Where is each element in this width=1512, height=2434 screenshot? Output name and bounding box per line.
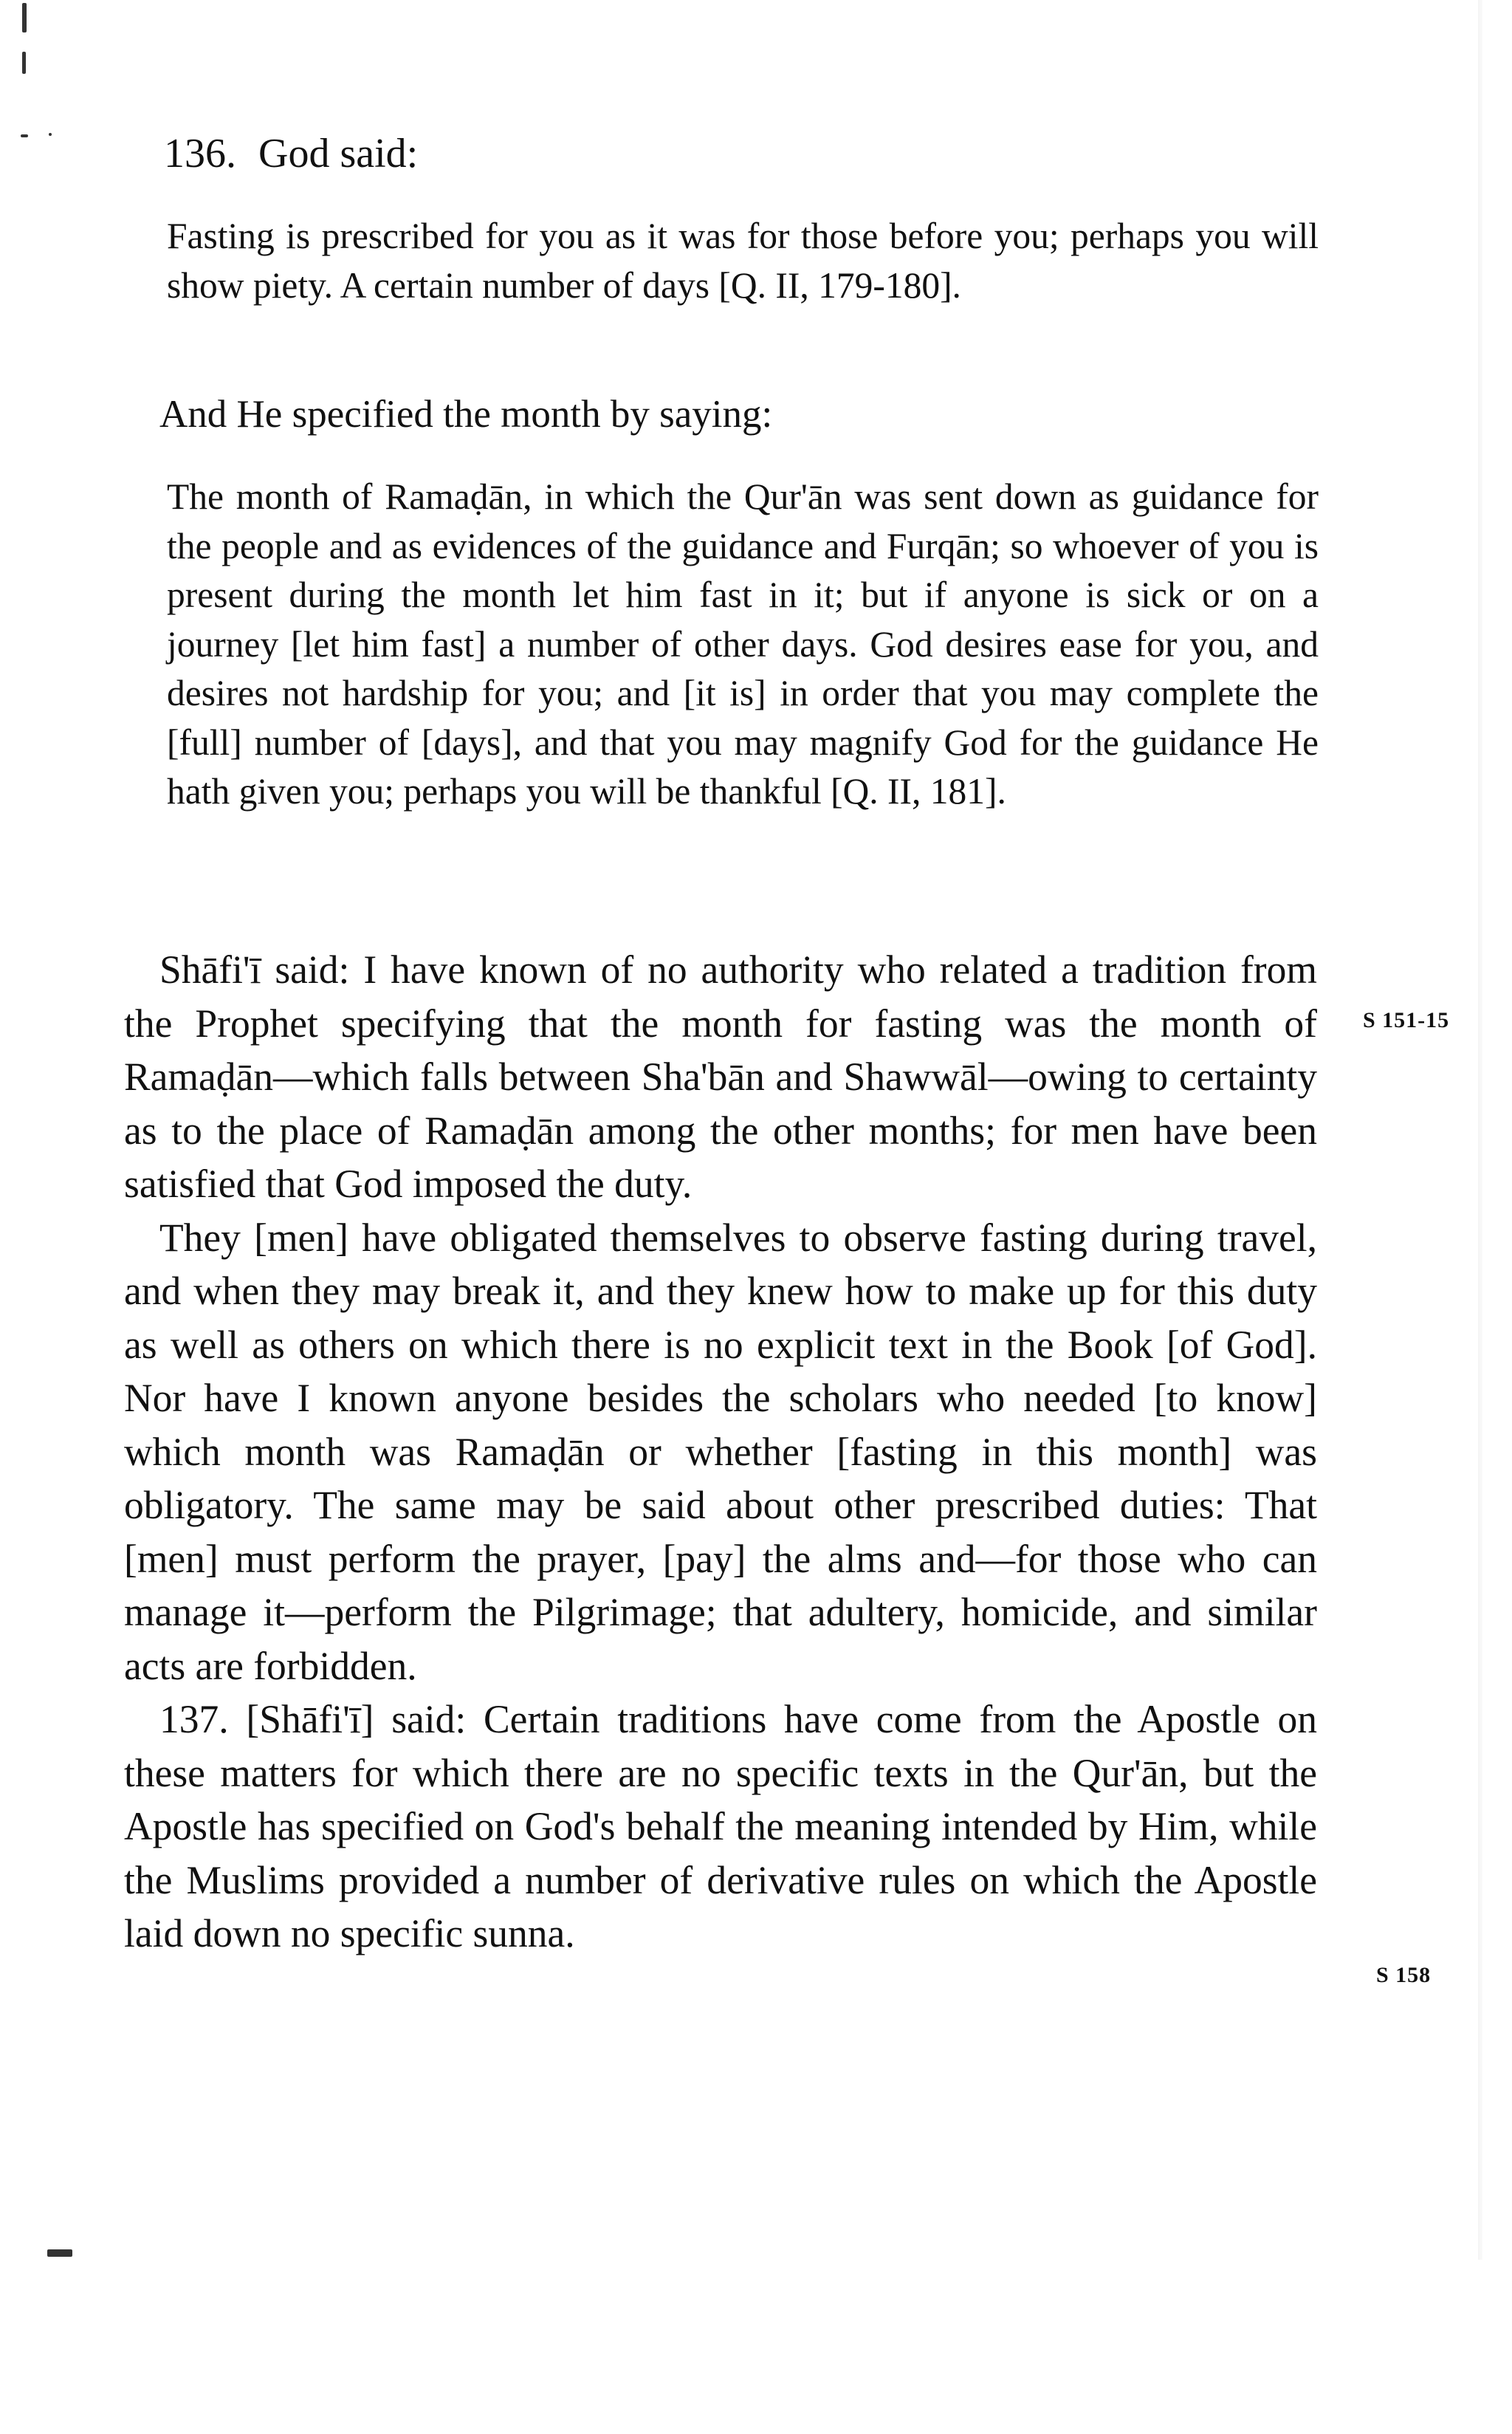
quran-quote-ramadan: The month of Ramaḍān, in which the Qur'ān was sent down as guidance for the people and as evidences of the guidance and Furqān; so whoever of you is present during the month let him fast in it; but if anyone is sick or on a journey [let him fast] a number of other days. God desires ease for you, and desires not hardship for you; and [it is] in order that you may complete the [full] number of [days], and that you may magnify God for the guidance He hath given you; perhaps you will be thankful [Q. II, 181]. (167, 476, 1319, 812)
margin-reference: S 151-15 (1363, 1008, 1450, 1032)
paragraph-shafii-said: Shāfi'ī said: I have known of no authority who related a tradition from the Prophet specifying that the month for fasting was the month of Ramaḍān—which falls between Sha'bān and Shawwāl—owing to certainty as to the place of Ramaḍān among the other months; for men have been satisfied that God imposed the duty. (124, 947, 1317, 1206)
scan-speck (49, 133, 52, 136)
section-title: God said: (258, 131, 419, 176)
scan-edge-shadow (1478, 0, 1482, 2260)
scan-speck (22, 52, 26, 74)
quran-quote-fasting: Fasting is prescribed for you as it was for those before you; perhaps you will show piety. A certain number of days [Q. II, 179-180]. (167, 216, 1319, 306)
paragraph-obligations: They [men] have obligated themselves to observe fasting during travel, and when they may break it, and they knew how to make up for this duty as well as others on which there is no explicit text in the Book [of God]. Nor have I known anyone besides the scholars who needed [to know] which month was Ramaḍān or whether [fasting in this month] was obligatory. The same may be said about other prescribed duties: That [men] must perform the prayer, [pay] the alms and—for those who can manage it—perform the Pilgrimage; that adultery, homicide, and similar acts are forbidden. (124, 1215, 1317, 1688)
paragraph-137: 137. [Shāfi'ī] said: Certain traditions have come from the Apostle on these matters for which there are no specific texts in the Qur'ān, but the Apostle has specified on God's behalf the meaning intended by Him, while the Muslims provided a number of derivative rules on which the Apostle laid down no specific sunna. (124, 1697, 1317, 1955)
intro-line: And He specified the month by saying: (159, 393, 773, 436)
body-text (124, 943, 1317, 1961)
scan-speck (21, 134, 28, 137)
section-number: 136. (164, 131, 236, 176)
scan-speck (22, 3, 27, 32)
scan-speck (47, 2249, 72, 2257)
section-heading (164, 131, 418, 176)
margin-reference: S 158 (1376, 1963, 1432, 1987)
